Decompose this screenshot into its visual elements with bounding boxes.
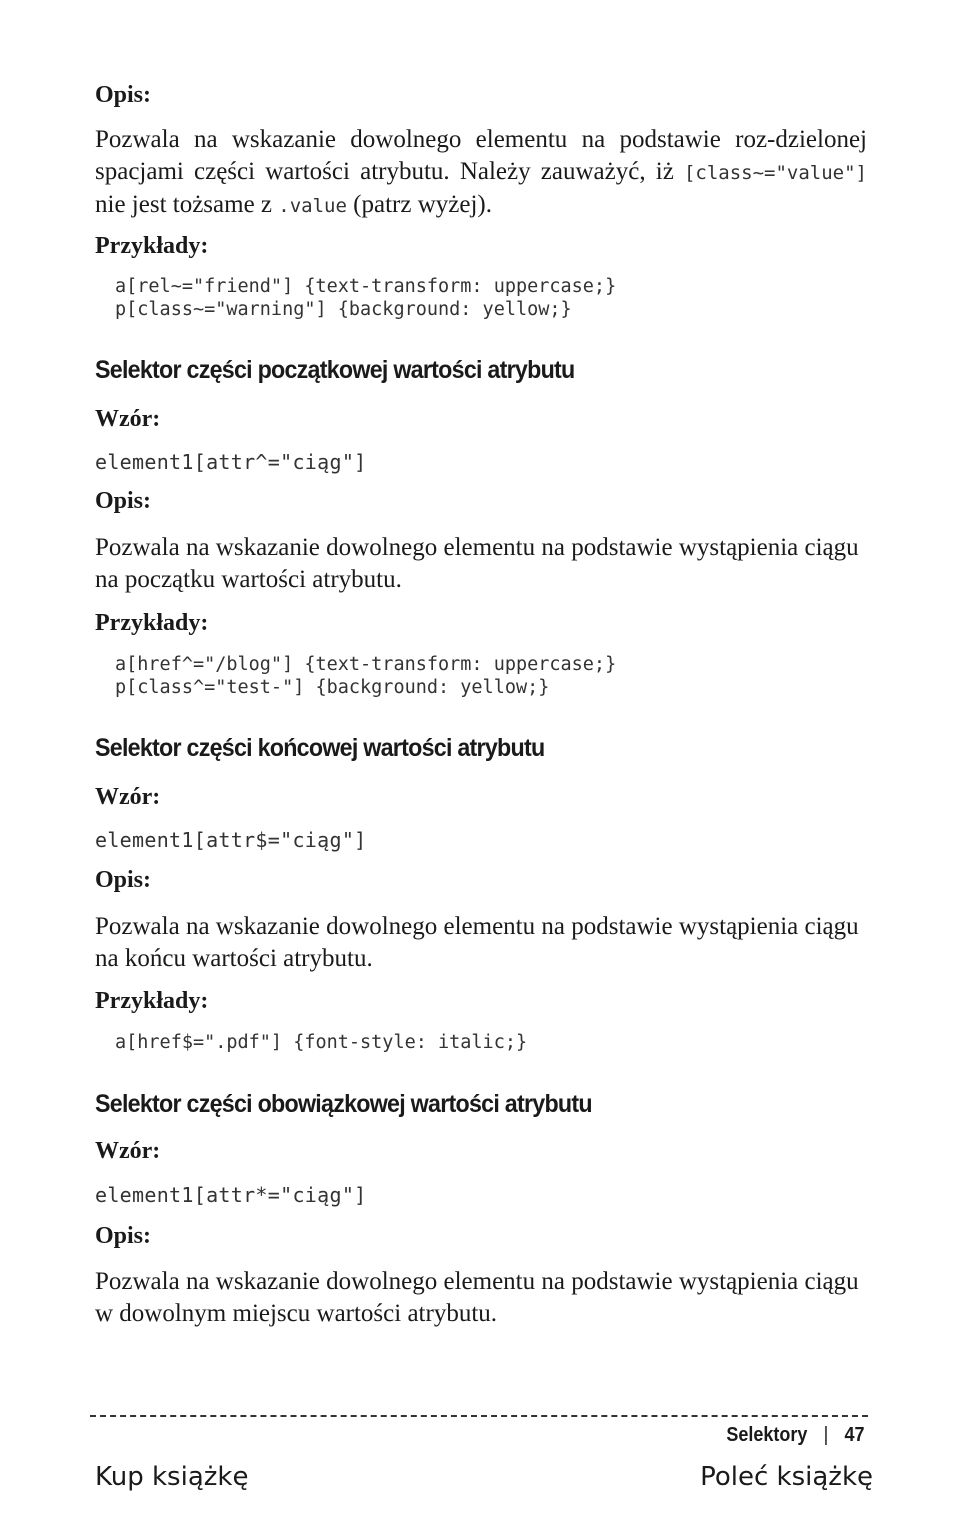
section-heading: Selektor części końcowej wartości atrybutu	[95, 734, 545, 762]
chapter-title: Selektory	[726, 1424, 808, 1446]
pattern-code: element1[attr*="ciąg"]	[95, 1183, 367, 1207]
opis-text: (patrz wyżej).	[346, 191, 492, 218]
code-example: p[class^="test-"] {background: yellow;}	[115, 677, 550, 698]
opis-paragraph	[95, 124, 867, 222]
code-example: a[href$=".pdf"] {font-style: italic;}	[115, 1032, 528, 1053]
opis-label: Opis:	[95, 1223, 152, 1249]
footer-separator: |	[824, 1424, 829, 1446]
page-number: 47	[844, 1424, 865, 1446]
pattern-label: Wzór:	[95, 406, 161, 432]
book-page	[95, 0, 873, 1528]
examples-label: Przykłady:	[95, 988, 209, 1014]
opis-text: nie jest tożsame z	[95, 191, 279, 218]
opis-paragraph: Pozwala na wskazanie dowolnego elementu na podstawie wystąpienia ciągu na początku wartości atrybutu.	[95, 534, 859, 593]
footer-rule	[90, 1415, 868, 1417]
opis-text: Pozwala na wskazanie dowolnego elementu na podstawie roz-dzielonej spacjami części wartości atrybutu. Należy zauważyć, iż	[95, 126, 867, 185]
opis-paragraph: Pozwala na wskazanie dowolnego elementu na podstawie wystąpienia ciągu w dowolnym miejscu wartości atrybutu.	[95, 1268, 859, 1327]
pattern-code: element1[attr^="ciąg"]	[95, 450, 367, 474]
section-heading: Selektor części początkowej wartości atrybutu	[95, 356, 575, 384]
buy-book-link[interactable]: Kup książkę	[95, 1462, 249, 1492]
inline-code: [class~="value"]	[683, 162, 867, 184]
running-footer	[727, 1424, 865, 1447]
opis-label: Opis:	[95, 488, 152, 514]
inline-code: .value	[278, 195, 347, 217]
opis-paragraph: Pozwala na wskazanie dowolnego elementu na podstawie wystąpienia ciągu na końcu wartości atrybutu.	[95, 913, 859, 972]
examples-label: Przykłady:	[95, 233, 209, 259]
recommend-book-link[interactable]: Poleć książkę	[700, 1462, 873, 1492]
section-heading: Selektor części obowiązkowej wartości atrybutu	[95, 1090, 592, 1118]
opis-label: Opis:	[95, 867, 152, 893]
pattern-code: element1[attr$="ciąg"]	[95, 828, 367, 852]
code-example: a[href^="/blog"] {text-transform: uppercase;}	[115, 654, 617, 675]
opis-label: Opis:	[95, 82, 152, 108]
code-example: a[rel~="friend"] {text-transform: uppercase;}	[115, 276, 617, 297]
code-example: p[class~="warning"] {background: yellow;}	[115, 299, 572, 320]
pattern-label: Wzór:	[95, 784, 161, 810]
examples-label: Przykłady:	[95, 610, 209, 636]
pattern-label: Wzór:	[95, 1138, 161, 1164]
